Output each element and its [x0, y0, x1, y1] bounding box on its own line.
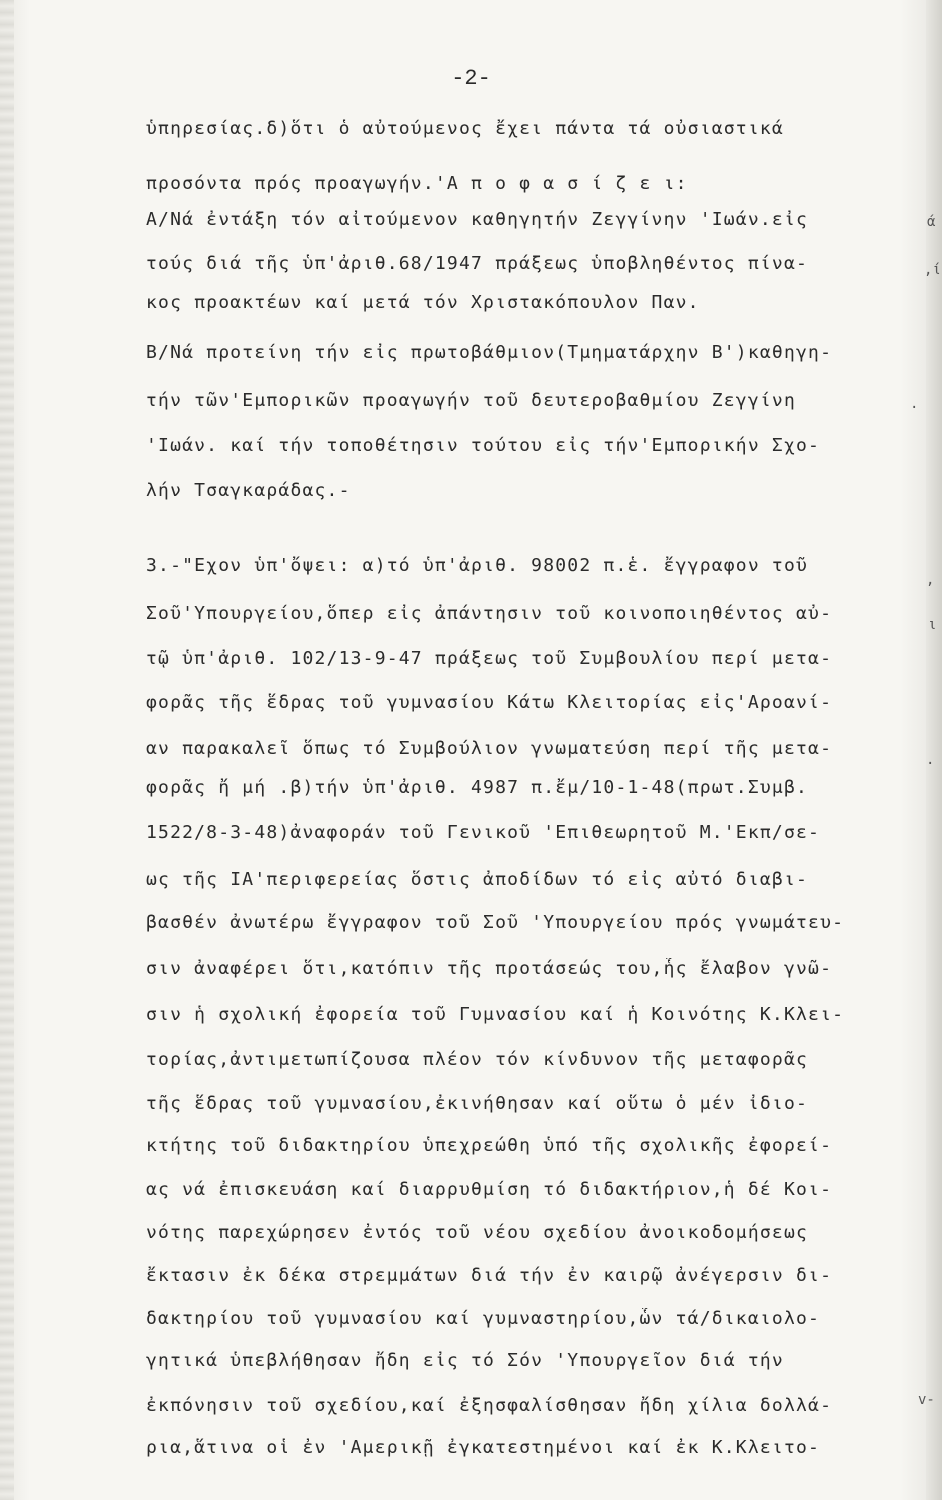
text-line: 1522/8-3-48)ἀναφοράν τοῦ Γενικοῦ 'Επιθεωρητοῦ Μ.'Εκπ/σε-: [146, 822, 821, 843]
text-line: 'Ιωάν. καί τήν τοποθέτησιν τούτου εἰς τήν'Εμπορικήν Σχο-: [146, 435, 821, 456]
text-line: κος προακτέων καί μετά τόν Χριστακόπουλον Παν.: [146, 292, 700, 313]
margin-mark: .: [910, 396, 919, 412]
text-line: φορᾶς ἤ μή .β)τήν ὑπ'ἀριθ. 4987 π.ἔμ/10-1-48(πρωτ.Συμβ.: [146, 777, 809, 798]
text-line: Σοῦ'Υπουργείου,ὅπερ εἰς ἀπάντησιν τοῦ κοινοποιηθέντος αὐ-: [146, 603, 833, 624]
margin-mark: ,: [926, 572, 935, 588]
text-line: γητικά ὑπεβλήθησαν ἤδη εἰς τό Σόν 'Υπουργεῖον διά τήν: [146, 1350, 784, 1371]
text-line: ὑπηρεσίας.δ)ὅτι ὁ αὐτούμενος ἔχει πάντα τά οὐσιαστικά: [146, 118, 784, 139]
text-line: βασθέν ἀνωτέρω ἔγγραφον τοῦ Σοῦ 'Υπουργείου πρός γνωμάτευ-: [146, 912, 845, 933]
text-line: λήν Τσαγκαράδας.-: [146, 480, 351, 501]
text-line: σιν ἀναφέρει ὅτι,κατόπιν τῆς προτάσεώς του,ἧς ἔλαβον γνῶ-: [146, 958, 833, 979]
text-line: 3.-"Εχον ὑπ'ὄψει: α)τό ὑπ'ἀριθ. 98002 π.ἑ. ἔγγραφον τοῦ: [146, 555, 809, 576]
text-line: ἐκπόνησιν τοῦ σχεδίου,καί ἐξησφαλίσθησαν ἤδη χίλια δολλά-: [146, 1395, 833, 1416]
page-number: -2-: [451, 66, 491, 91]
margin-mark: .: [926, 752, 935, 768]
text-line: σιν ἡ σχολική ἐφορεία τοῦ Γυμνασίου καί ἡ Κοινότης Κ.Κλει-: [146, 1004, 845, 1025]
text-line: τήν τῶν'Εμπορικῶν προαγωγήν τοῦ δευτεροβαθμίου Ζεγγίνη: [146, 390, 796, 411]
text-line: ας νά ἐπισκευάση καί διαρρυθμίση τό διδακτήριον,ἡ δέ Κοι-: [146, 1179, 833, 1200]
text-line: Α/Νά ἐντάξη τόν αἰτούμενον καθηγητήν Ζεγγίνην 'Ιωάν.εἰς: [146, 209, 809, 230]
text-line: τούς διά τῆς ὑπ'ἀριθ.68/1947 πράξεως ὑποβληθέντος πίνα-: [146, 253, 809, 274]
text-line: νότης παρεχώρησεν ἐντός τοῦ νέου σχεδίου ἀνοικοδομήσεως: [146, 1222, 809, 1243]
text-line: τορίας,ἀντιμετωπίζουσα πλέον τόν κίνδυνον τῆς μεταφορᾶς: [146, 1049, 809, 1070]
text-line: φορᾶς τῆς ἕδρας τοῦ γυμνασίου Κάτω Κλειτορίας εἰς'Αροανί-: [146, 692, 833, 713]
text-line: ως τῆς ΙΑ'περιφερείας ὅστις ἀποδίδων τό εἰς αὐτό διαβι-: [146, 869, 809, 890]
text-line: δακτηρίου τοῦ γυμνασίου καί γυμναστηρίου,ὧν τά/δικαιολο-: [146, 1308, 821, 1329]
text-line: κτήτης τοῦ διδακτηρίου ὑπεχρεώθη ὑπό τῆς σχολικῆς ἐφορεί-: [146, 1135, 833, 1156]
margin-mark: ι: [928, 617, 937, 633]
margin-mark: ά: [927, 214, 936, 230]
binding-edge: [0, 0, 14, 1500]
text-line: αν παρακαλεῖ ὅπως τό Συμβούλιον γνωματεύση περί τῆς μετα-: [146, 738, 833, 759]
text-line: Β/Νά προτείνη τήν εἰς πρωτοβάθμιον(Τμηματάρχην Β')καθηγη-: [146, 342, 833, 363]
margin-mark: v-: [918, 1392, 935, 1408]
text-line: προσόντα πρός προαγωγήν.'Α π ο φ α σ ί ζ ε ι:: [146, 173, 688, 194]
text-line: ἔκτασιν ἐκ δέκα στρεμμάτων διά τήν ἐν καιρῷ ἀνέγερσιν δι-: [146, 1265, 833, 1286]
text-line: τῷ ὑπ'ἀριθ. 102/13-9-47 πράξεως τοῦ Συμβουλίου περί μετα-: [146, 648, 833, 669]
text-line: τῆς ἕδρας τοῦ γυμνασίου,ἐκινήθησαν καί οὕτω ὁ μέν ἰδιο-: [146, 1093, 809, 1114]
margin-mark: ,ί: [924, 262, 941, 278]
text-line: ρια,ἅτινα οἱ ἐν 'Αμερικῇ ἐγκατεστημένοι καί ἐκ Κ.Κλειτο-: [146, 1437, 821, 1458]
